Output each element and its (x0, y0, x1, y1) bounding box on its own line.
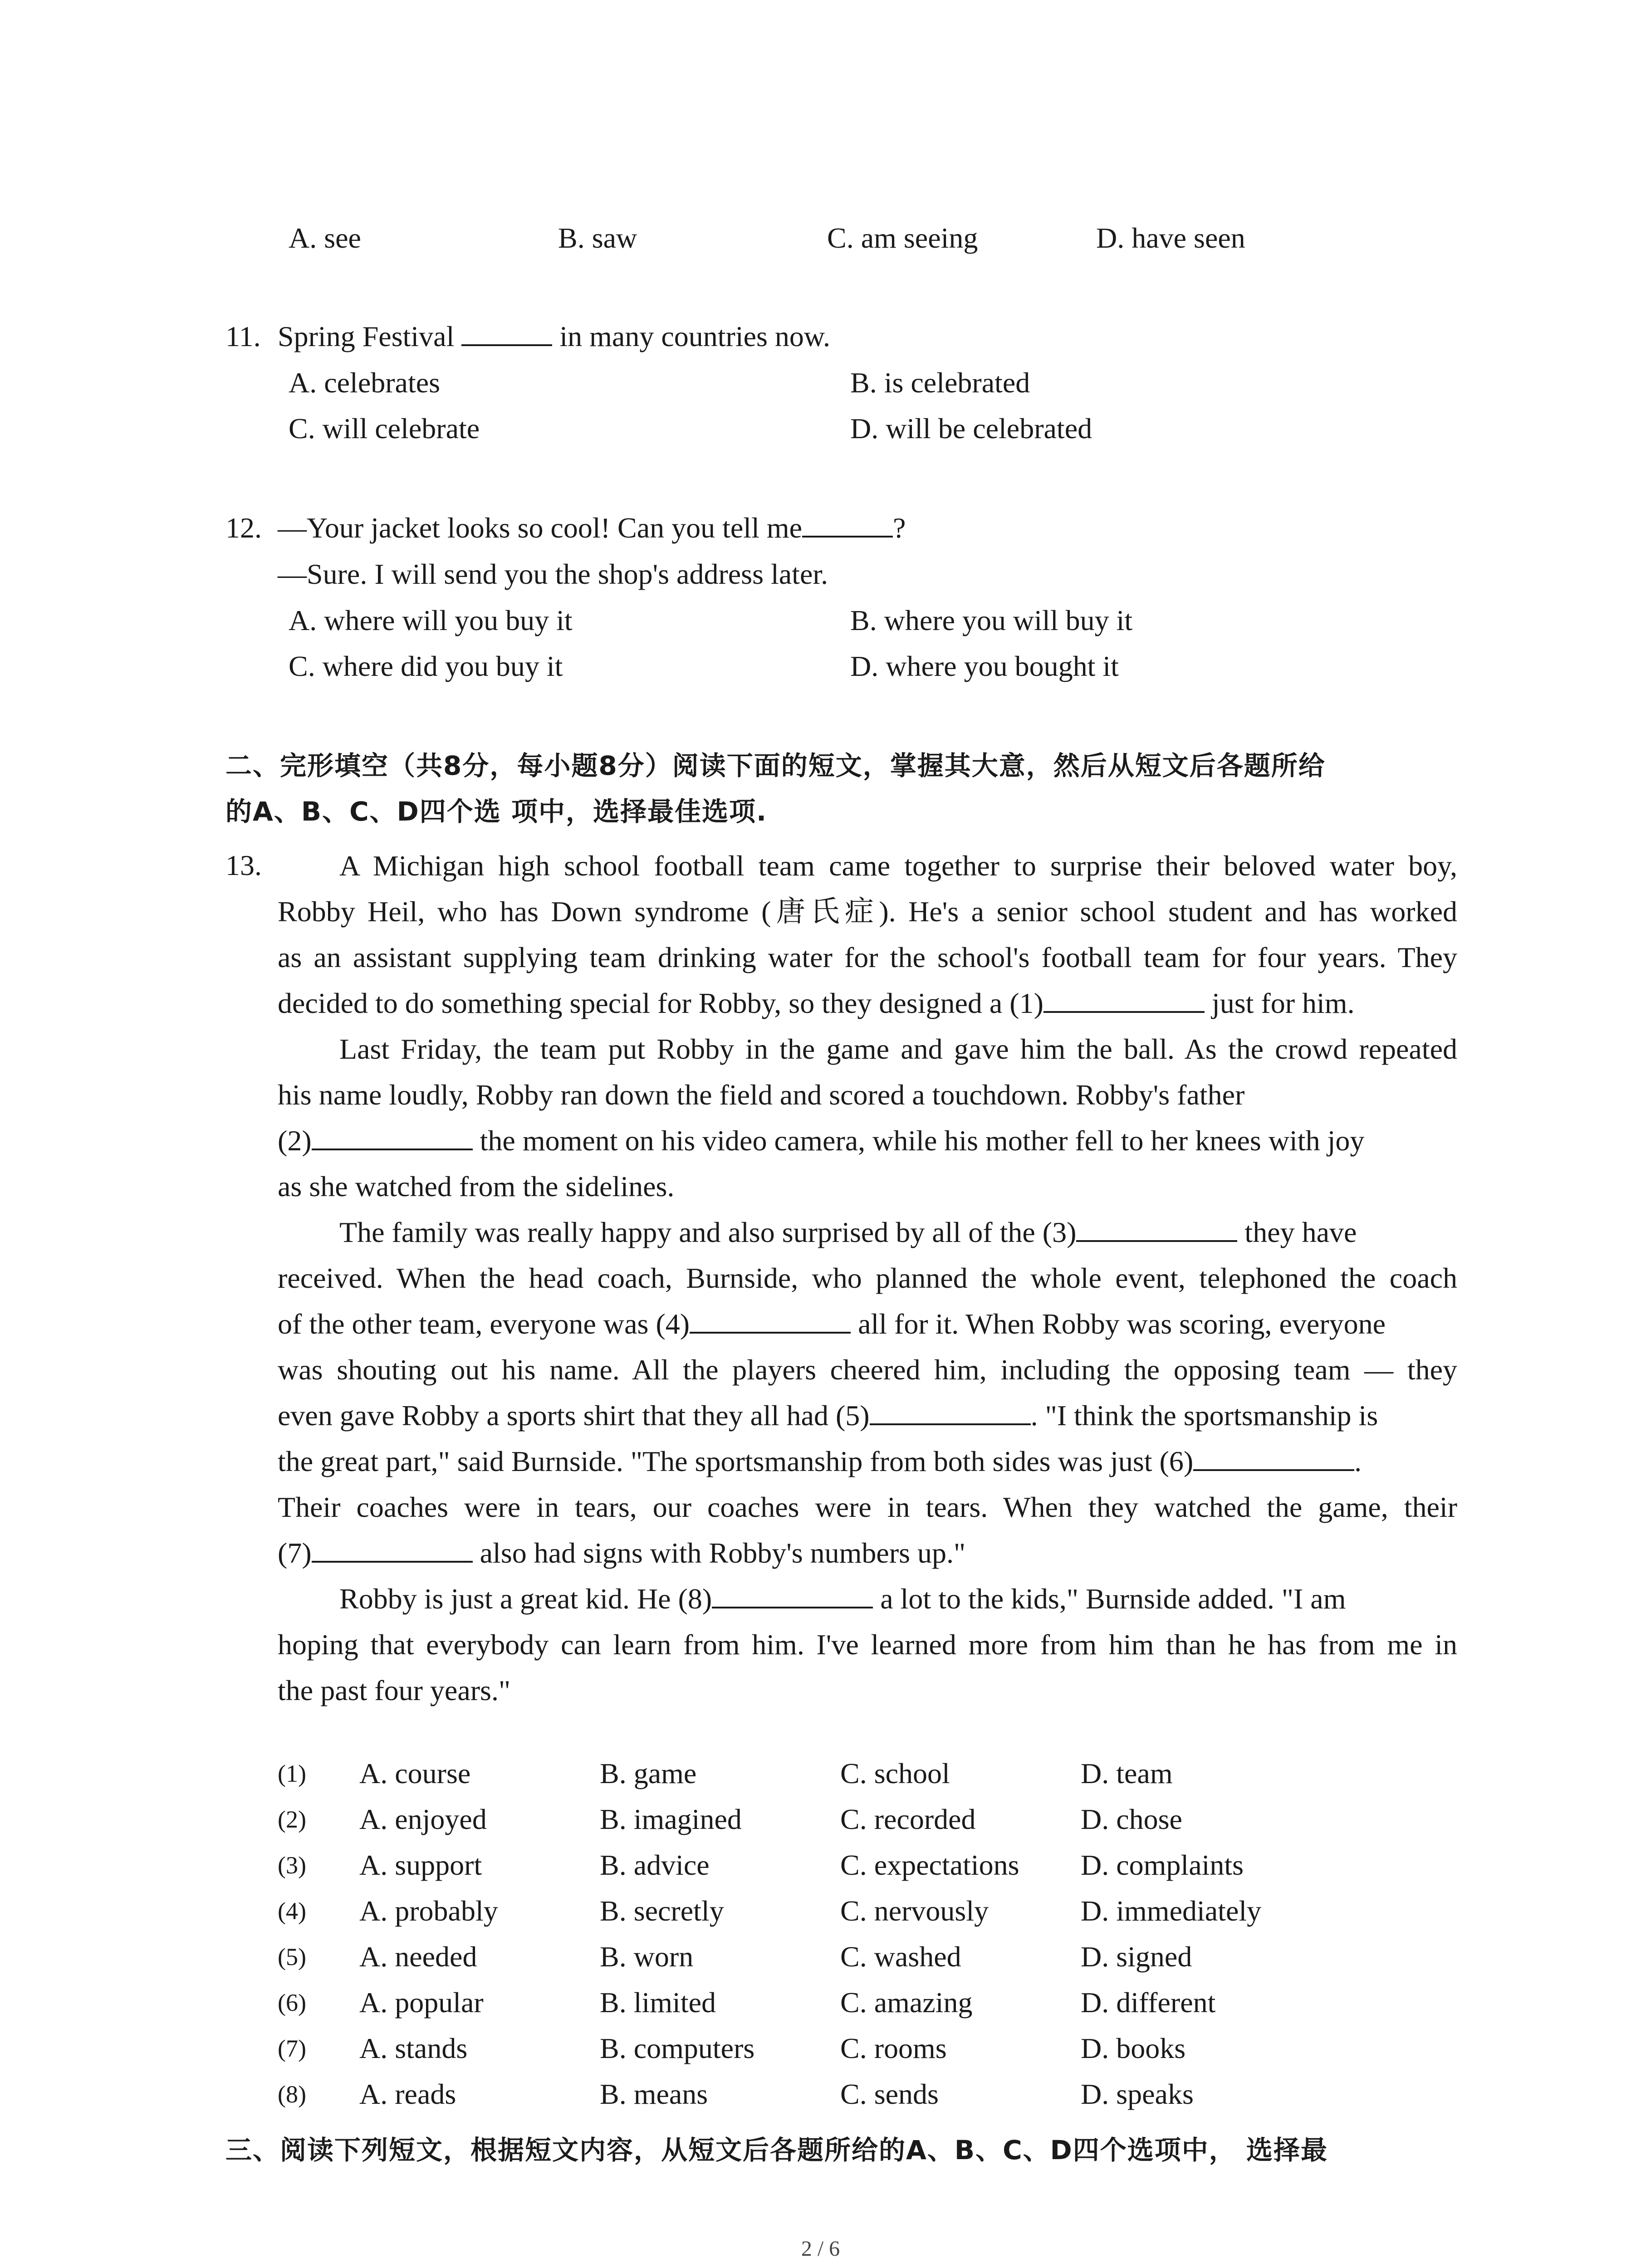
choice-option-a[interactable]: A. course (359, 1757, 471, 1789)
answer-blank (802, 510, 893, 538)
choice-option-c[interactable]: C. washed (840, 1941, 961, 1973)
passage-line: hoping that everybody can learn from him. I've learned more from him than he has from me in (278, 1628, 1457, 1661)
choice-option-b[interactable]: B. means (600, 2078, 708, 2110)
choice-option-b[interactable]: B. advice (600, 1849, 710, 1881)
q10-option-c[interactable]: C. am seeing (827, 222, 978, 254)
passage-line: (2) the moment on his video camera, while his mother fell to her knees with joy (278, 1118, 1457, 1163)
page-number: 2 / 6 (801, 2237, 840, 2261)
choice-option-b[interactable]: B. game (600, 1757, 697, 1789)
choice-option-b[interactable]: B. worn (600, 1941, 694, 1973)
choice-number: (7) (278, 2035, 306, 2062)
choice-option-a[interactable]: A. enjoyed (359, 1803, 487, 1835)
passage-line: of the other team, everyone was (4) all for it. When Robby was scoring, everyone (278, 1301, 1457, 1347)
choice-number: (5) (278, 1943, 306, 1970)
choice-option-d[interactable]: D. immediately (1081, 1895, 1262, 1927)
choice-option-c[interactable]: C. sends (840, 2078, 939, 2110)
choice-option-c[interactable]: C. amazing (840, 1986, 973, 2019)
q11-option-c[interactable]: C. will celebrate (289, 412, 480, 445)
choice-option-a[interactable]: A. stands (359, 2032, 468, 2064)
q10-option-d[interactable]: D. have seen (1096, 222, 1245, 254)
passage-line: was shouting out his name. All the players cheered him, including the opposing team — they (278, 1354, 1457, 1386)
choice-option-d[interactable]: D. chose (1081, 1803, 1182, 1835)
dialogue-line: —Sure. I will send you the shop's address later. (278, 558, 828, 590)
q12-option-b[interactable]: B. where you will buy it (850, 604, 1133, 636)
q12-option-d[interactable]: D. where you bought it (850, 650, 1119, 682)
section-heading-line: 三、阅读下列短文，根据短文内容，从短文后各题所给的A、B、C、D四个选项中， 选择最 (225, 2135, 1328, 2165)
cloze-blank-7[interactable] (312, 1535, 473, 1563)
cloze-passage (278, 843, 1457, 1713)
question-number: 13. (225, 849, 262, 881)
passage-line: Robby is just a great kid. He (8) a lot to the kids," Burnside added. "I am (278, 1576, 1457, 1622)
choice-option-b[interactable]: B. secretly (600, 1895, 724, 1927)
choice-option-d[interactable]: D. different (1081, 1986, 1216, 2019)
cloze-blank-4[interactable] (690, 1306, 851, 1334)
choice-option-d[interactable]: D. team (1081, 1757, 1173, 1789)
choice-option-c[interactable]: C. school (840, 1757, 950, 1789)
choice-option-a[interactable]: A. support (359, 1849, 482, 1881)
q11-option-b[interactable]: B. is celebrated (850, 367, 1030, 399)
choice-number: (6) (278, 1989, 306, 2016)
q10-option-a[interactable]: A. see (289, 222, 361, 254)
choice-option-c[interactable]: C. rooms (840, 2032, 947, 2064)
choice-option-d[interactable]: D. complaints (1081, 1849, 1244, 1881)
choice-option-a[interactable]: A. popular (359, 1986, 484, 2019)
q12-option-c[interactable]: C. where did you buy it (289, 650, 563, 682)
choice-option-a[interactable]: A. reads (359, 2078, 456, 2110)
passage-line: as an assistant supplying team drinking water for the school's football team for four years. They (278, 941, 1457, 973)
passage-line: decided to do something special for Robby, so they designed a (1) just for him. (278, 980, 1457, 1026)
choice-option-c[interactable]: C. nervously (840, 1895, 989, 1927)
choice-option-b[interactable]: B. limited (600, 1986, 716, 2019)
choice-option-d[interactable]: D. speaks (1081, 2078, 1194, 2110)
choice-option-c[interactable]: C. recorded (840, 1803, 976, 1835)
question-stem: —Your jacket looks so cool! Can you tell me ? (278, 510, 906, 546)
passage-line: The family was really happy and also surprised by all of the (3) they have (278, 1209, 1457, 1255)
cloze-blank-6[interactable] (1193, 1444, 1354, 1471)
choice-option-d[interactable]: D. books (1081, 2032, 1186, 2064)
question-number: 11. (225, 320, 261, 352)
cloze-blank-3[interactable] (1076, 1215, 1237, 1242)
q11-option-d[interactable]: D. will be celebrated (850, 412, 1092, 445)
answer-blank (461, 319, 552, 346)
passage-line: the great part," said Burnside. "The sportsmanship from both sides was just (6) . (278, 1438, 1457, 1484)
choice-number: (1) (278, 1760, 306, 1787)
choice-option-a[interactable]: A. needed (359, 1941, 477, 1973)
passage-line: (7) also had signs with Robby's numbers up." (278, 1530, 1457, 1576)
choice-option-b[interactable]: B. imagined (600, 1803, 742, 1835)
q11-option-a[interactable]: A. celebrates (289, 367, 441, 399)
choice-option-d[interactable]: D. signed (1081, 1941, 1192, 1973)
cloze-blank-8[interactable] (712, 1581, 873, 1608)
choice-number: (4) (278, 1897, 306, 1925)
passage-line: his name loudly, Robby ran down the field and scored a touchdown. Robby's father (278, 1079, 1245, 1111)
passage-line: as she watched from the sidelines. (278, 1170, 675, 1202)
passage-line: the past four years." (278, 1674, 511, 1706)
cloze-blank-5[interactable] (870, 1398, 1031, 1425)
cloze-blank-2[interactable] (312, 1123, 473, 1150)
cloze-blank-1[interactable] (1043, 986, 1205, 1013)
choice-number: (8) (278, 2081, 306, 2108)
passage-line: received. When the head coach, Burnside, who planned the whole event, telephoned the coach (278, 1262, 1457, 1294)
section-heading-line: 的A、B、C、D四个选 项中，选择最佳选项. (225, 796, 768, 827)
passage-line: A Michigan high school football team came together to surprise their beloved water boy, (339, 850, 1457, 882)
choice-number: (3) (278, 1852, 306, 1879)
q10-option-b[interactable]: B. saw (558, 222, 637, 254)
passage-line: Their coaches were in tears, our coaches were in tears. When they watched the game, their (278, 1491, 1457, 1523)
question-number: 12. (225, 512, 262, 544)
choice-number: (2) (278, 1806, 306, 1833)
q12-option-a[interactable]: A. where will you buy it (289, 604, 573, 636)
passage-line: Last Friday, the team put Robby in the game and gave him the ball. As the crowd repeated (339, 1033, 1457, 1065)
section-heading-line: 二、完形填空（共8分，每小题8分）阅读下面的短文，掌握其大意，然后从短文后各题所给 (225, 750, 1326, 781)
choice-option-b[interactable]: B. computers (600, 2032, 755, 2064)
passage-line: even gave Robby a sports shirt that they all had (5) . "I think the sportsmanship is (278, 1393, 1457, 1438)
choice-option-c[interactable]: C. expectations (840, 1849, 1019, 1881)
choice-option-a[interactable]: A. probably (359, 1895, 498, 1927)
passage-line: Robby Heil, who has Down syndrome (唐氏症). He's a senior school student and has worked (278, 895, 1457, 928)
question-stem: Spring Festival in many countries now. (278, 318, 830, 355)
